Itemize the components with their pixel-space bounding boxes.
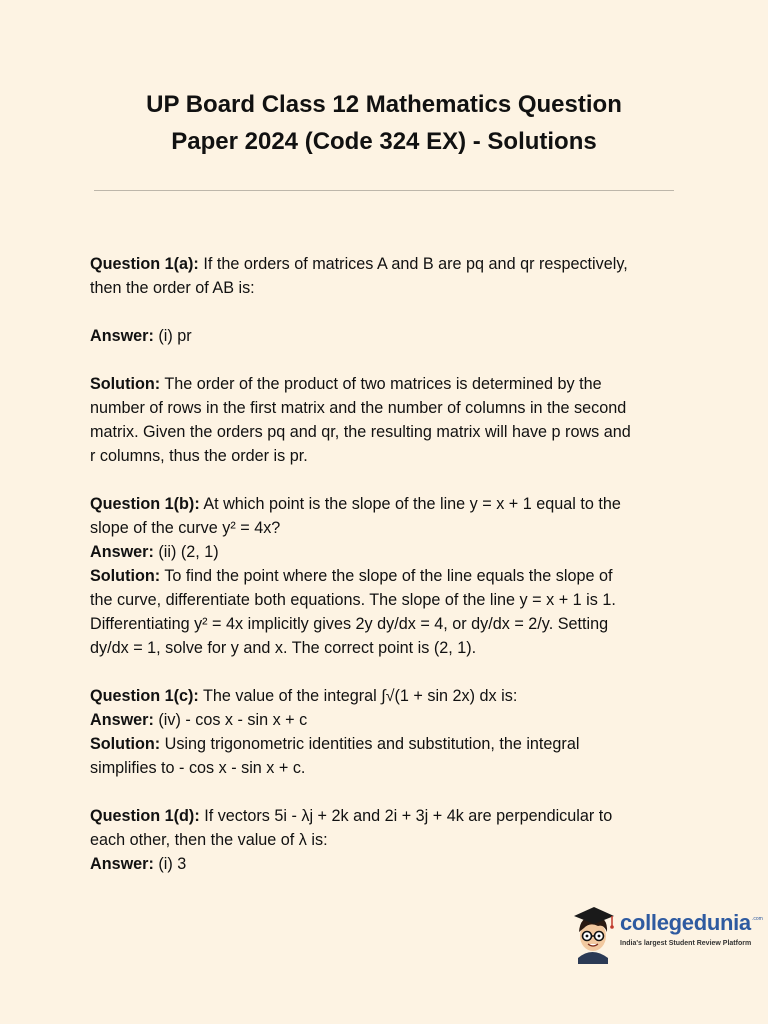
- answer-text: (ii) (2, 1): [153, 543, 219, 561]
- question-label: Question 1(d):: [90, 807, 200, 825]
- solution-label: Solution:: [90, 735, 161, 753]
- question-label: Question 1(a):: [90, 255, 199, 273]
- title-line-2: Paper 2024 (Code 324 EX) - Solutions: [171, 128, 597, 155]
- solution-text: the curve, differentiate both equations. The slope of the line y = x + 1 is 1.: [90, 591, 616, 609]
- question-text: If vectors 5i - λj + 2k and 2i + 3j + 4k are perpendicular to: [199, 807, 613, 825]
- solution-label: Solution:: [90, 567, 161, 585]
- answer-label: Answer:: [90, 543, 154, 561]
- page-title: [60, 86, 708, 160]
- question-text: each other, then the value of λ is:: [90, 831, 328, 849]
- question-text: If the orders of matrices A and B are pq and qr respectively,: [198, 255, 628, 273]
- answer-label: Answer:: [90, 855, 154, 873]
- solution-text: matrix. Given the orders pq and qr, the resulting matrix will have p rows and: [90, 423, 631, 441]
- logo-tagline: India's largest Student Review Platform: [620, 940, 752, 947]
- question-text: The value of the integral ∫√(1 + sin 2x) dx is:: [198, 687, 518, 705]
- solutions-body: [90, 252, 690, 876]
- answer-label: Answer:: [90, 327, 154, 345]
- question-1b: [90, 492, 690, 660]
- question-label: Question 1(b):: [90, 495, 200, 513]
- question-text: slope of the curve y² = 4x?: [90, 519, 281, 537]
- answer-text: (iv) - cos x - sin x + c: [153, 711, 308, 729]
- solution-text: Differentiating y² = 4x implicitly gives 2y dy/dx = 4, or dy/dx = 2/y. Setting: [90, 615, 609, 633]
- solution-text: The order of the product of two matrices is determined by the: [160, 375, 602, 393]
- question-1c: [90, 684, 690, 780]
- solution-text: To find the point where the slope of the line equals the slope of: [160, 567, 613, 585]
- question-text: then the order of AB is:: [90, 279, 255, 297]
- solution-text: simplifies to - cos x - sin x + c.: [90, 759, 306, 777]
- solution-1a: [90, 372, 690, 468]
- solution-text: number of rows in the first matrix and the number of columns in the second: [90, 399, 627, 417]
- question-text: At which point is the slope of the line y = x + 1 equal to the: [199, 495, 621, 513]
- question-1d: [90, 804, 690, 876]
- title-divider: [94, 190, 674, 191]
- logo-domain-suffix: .com: [752, 916, 763, 922]
- solution-label: Solution:: [90, 375, 161, 393]
- question-label: Question 1(c):: [90, 687, 199, 705]
- collegedunia-logo[interactable]: [568, 902, 763, 964]
- answer-text: (i) 3: [153, 855, 187, 873]
- answer-text: (i) pr: [153, 327, 192, 345]
- student-mascot-icon: [568, 902, 618, 964]
- logo-wordmark: collegedunia: [620, 910, 751, 935]
- question-1a: [90, 252, 690, 300]
- title-line-1: UP Board Class 12 Mathematics Question: [146, 91, 622, 118]
- solution-text: dy/dx = 1, solve for y and x. The correct point is (2, 1).: [90, 639, 477, 657]
- solution-text: Using trigonometric identities and substitution, the integral: [160, 735, 580, 753]
- solution-text: r columns, thus the order is pr.: [90, 447, 308, 465]
- answer-label: Answer:: [90, 711, 154, 729]
- answer-1a: [90, 324, 690, 348]
